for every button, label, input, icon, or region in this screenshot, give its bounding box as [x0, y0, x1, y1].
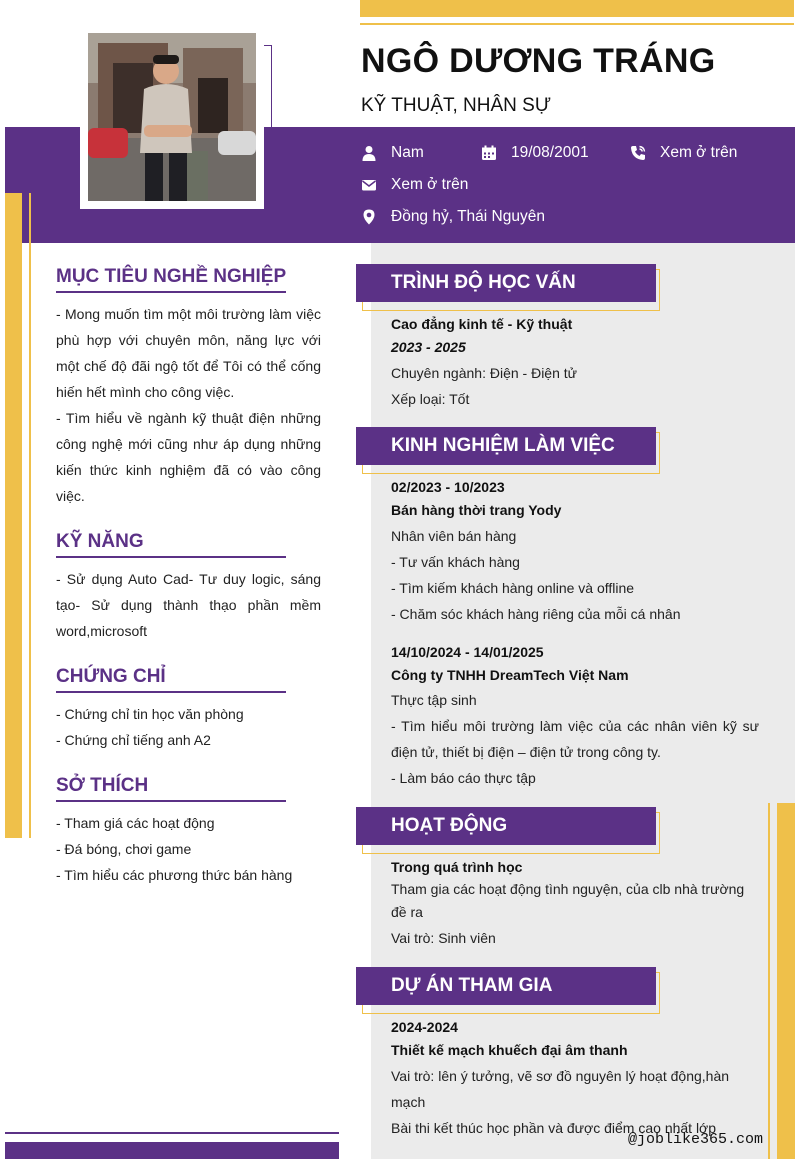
- right-accent-bar: [777, 803, 795, 1159]
- profile-photo: [88, 33, 256, 201]
- profile-photo-illustration: [88, 33, 256, 201]
- skills-text: [56, 566, 321, 644]
- calendar-icon: [481, 145, 497, 161]
- experience-title: KINH NGHIỆM LÀM VIỆC: [391, 435, 615, 456]
- contact-phone-value[interactable]: Xem ở trên: [660, 144, 738, 161]
- education-title: TRÌNH ĐỘ HỌC VẤN: [391, 272, 576, 293]
- candidate-position: KỸ THUẬT, NHÂN SỰ: [361, 95, 552, 116]
- contact-email: [361, 176, 468, 194]
- hobby-item: - Tìm hiểu các phương thức bán hàng: [56, 867, 293, 883]
- skills-title: KỸ NĂNG: [56, 531, 144, 552]
- contact-gender-value: Nam: [391, 144, 424, 161]
- job-task: - Tìm hiểu môi trường làm việc của các nhân viên kỹ sư điện tử, thiết bị điện – điện tử trong công ty.: [391, 718, 759, 760]
- footer-watermark: @joblike365.com: [628, 1131, 764, 1148]
- contact-birthday: [481, 144, 589, 162]
- left-accent-line: [29, 193, 31, 838]
- project-role: Vai trò: lên ý tưởng, vẽ sơ đồ nguyên lý hoạt động,hàn mạch: [391, 1068, 730, 1110]
- phone-icon: [630, 145, 646, 161]
- activities-block: [391, 859, 759, 951]
- contact-phone: [630, 144, 737, 162]
- project-period: 2024-2024: [391, 1019, 458, 1035]
- experience-job: [391, 644, 759, 791]
- envelope-icon: [361, 177, 377, 193]
- location-pin-icon: [361, 209, 377, 225]
- projects-title: DỰ ÁN THAM GIA: [391, 975, 553, 996]
- objective-underline: [56, 291, 286, 293]
- experience-job: [391, 479, 759, 627]
- objective-item: - Tìm hiểu về ngành kỹ thuật điện những công nghệ mới cũng như áp dụng những kiến thức kinh nghiệm đã có vào công việc.: [56, 410, 321, 504]
- candidate-name: NGÔ DƯƠNG TRÁNG: [361, 42, 716, 80]
- hobby-item: - Đá bóng, chơi game: [56, 841, 192, 857]
- certificates-title: CHỨNG CHỈ: [56, 666, 166, 687]
- certificate-item: - Chứng chỉ tin học văn phòng: [56, 706, 244, 722]
- contact-address-value: Đồng hỷ, Thái Nguyên: [391, 208, 545, 225]
- activities-desc: Tham gia các hoạt động tình nguyện, của clb nhà trường đề ra: [391, 881, 745, 920]
- education-period: 2023 - 2025: [391, 339, 466, 355]
- job-role: Nhân viên bán hàng: [391, 528, 517, 544]
- contact-birthday-value: 19/08/2001: [511, 144, 589, 161]
- job-company: Công ty TNHH DreamTech Việt Nam: [391, 667, 629, 683]
- objective-title: MỤC TIÊU NGHỀ NGHIỆP: [56, 266, 287, 287]
- footer-accent-line: [5, 1132, 339, 1134]
- activities-role: Vai trò: Sinh viên: [391, 930, 496, 946]
- header-accent-bar: [360, 0, 794, 17]
- job-task: - Làm báo cáo thực tập: [391, 770, 536, 786]
- job-task: - Tư vấn khách hàng: [391, 554, 520, 570]
- job-task: - Chăm sóc khách hàng riêng của mỗi cá nhân: [391, 606, 681, 622]
- objective-section: [56, 266, 321, 509]
- header-accent-line: [360, 23, 794, 25]
- hobbies-underline: [56, 800, 286, 802]
- objective-item: - Mong muốn tìm một môi trường làm việc phù hợp với chuyên môn, năng lực với một chế độ đãi ngộ tốt để Tôi có thể cống hiến hết mình cho công việc.: [56, 306, 321, 400]
- certificates-text: [56, 701, 321, 753]
- skills-item: - Sử dụng Auto Cad- Tư duy logic, sáng tạo- Sử dụng thành thạo phần mềm word,microsoft: [56, 571, 321, 639]
- certificates-underline: [56, 691, 286, 693]
- hobby-item: - Tham giá các hoạt động: [56, 815, 215, 831]
- skills-underline: [56, 556, 286, 558]
- project-name: Thiết kế mạch khuếch đại âm thanh: [391, 1042, 628, 1058]
- education-rank: Xếp loại: Tốt: [391, 391, 470, 407]
- left-accent-bar: [5, 193, 22, 838]
- objective-text: [56, 301, 321, 509]
- project-result: Bài thi kết thúc học phần và được điểm cao nhất lớp: [391, 1120, 717, 1136]
- user-icon: [361, 145, 377, 161]
- education-major: Chuyên ngành: Điện - Điện tử: [391, 365, 578, 381]
- footer-accent-bar: [5, 1142, 339, 1159]
- activities-heading: Trong quá trình học: [391, 859, 523, 875]
- hobbies-title: SỞ THÍCH: [56, 775, 149, 796]
- contact-gender: [361, 144, 424, 162]
- job-period: 14/10/2024 - 14/01/2025: [391, 644, 544, 660]
- right-accent-line: [768, 803, 770, 1159]
- job-company: Bán hàng thời trang Yody: [391, 502, 562, 518]
- job-period: 02/2023 - 10/2023: [391, 479, 505, 495]
- activities-title: HOẠT ĐỘNG: [391, 815, 508, 836]
- job-role: Thực tập sinh: [391, 692, 477, 708]
- contact-email-value[interactable]: Xem ở trên: [391, 176, 469, 193]
- hobbies-text: [56, 810, 321, 888]
- hobbies-section: [56, 775, 321, 888]
- projects-block: [391, 1019, 759, 1141]
- education-block: [391, 316, 759, 412]
- contact-address: [361, 208, 545, 226]
- certificate-item: - Chứng chỉ tiếng anh A2: [56, 732, 211, 748]
- skills-section: [56, 531, 321, 644]
- job-task: - Tìm kiếm khách hàng online và offline: [391, 580, 635, 596]
- education-school: Cao đẳng kinh tế - Kỹ thuật: [391, 316, 573, 332]
- certificates-section: [56, 666, 321, 753]
